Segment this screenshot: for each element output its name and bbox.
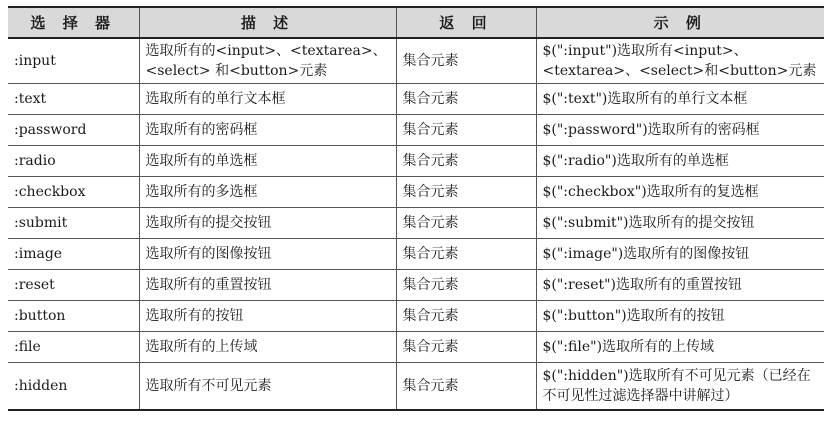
selector-cell: :file [8,332,139,363]
header-selector: 选 择 器 [8,7,139,38]
selector-cell: :checkbox [8,177,139,208]
selector-table-container [8,6,824,411]
example-cell: $(":reset")选取所有的重置按钮 [536,270,824,301]
description-cell: 选取所有的图像按钮 [139,239,396,270]
table-row [8,332,824,363]
form-selector-table [8,6,824,411]
example-cell: $(":radio")选取所有的单选框 [536,146,824,177]
example-cell: $(":text")选取所有的单行文本框 [536,84,824,115]
table-row [8,363,824,411]
description-cell: 选取所有的单选框 [139,146,396,177]
example-cell: $(":submit")选取所有的提交按钮 [536,208,824,239]
table-header-row [8,7,824,38]
returns-cell: 集合元素 [396,270,536,301]
header-description: 描 述 [139,7,396,38]
table-row [8,146,824,177]
returns-cell: 集合元素 [396,38,536,84]
description-cell: 选取所有的提交按钮 [139,208,396,239]
header-example: 示 例 [536,7,824,38]
selector-cell: :password [8,115,139,146]
returns-cell: 集合元素 [396,177,536,208]
table-row [8,301,824,332]
description-cell: 选取所有不可见元素 [139,363,396,411]
description-cell: 选取所有的重置按钮 [139,270,396,301]
returns-cell: 集合元素 [396,332,536,363]
returns-cell: 集合元素 [396,301,536,332]
selector-cell: :text [8,84,139,115]
example-cell: $(":checkbox")选取所有的复选框 [536,177,824,208]
table-row [8,38,824,84]
selector-cell: :reset [8,270,139,301]
returns-cell: 集合元素 [396,146,536,177]
selector-cell: :input [8,38,139,84]
description-cell: 选取所有的单行文本框 [139,84,396,115]
selector-cell: :radio [8,146,139,177]
description-cell: 选取所有的按钮 [139,301,396,332]
description-cell: 选取所有的上传域 [139,332,396,363]
returns-cell: 集合元素 [396,84,536,115]
selector-cell: :hidden [8,363,139,411]
example-cell: $(":hidden")选取所有不可见元素（已经在不可见性过滤选择器中讲解过） [536,363,824,411]
example-cell: $(":input")选取所有<input>、<textarea>、<select>和<button>元素 [536,38,824,84]
example-cell: $(":button")选取所有的按钮 [536,301,824,332]
table-row [8,208,824,239]
table-row [8,239,824,270]
table-row [8,270,824,301]
header-returns: 返 回 [396,7,536,38]
example-cell: $(":password")选取所有的密码框 [536,115,824,146]
returns-cell: 集合元素 [396,363,536,411]
returns-cell: 集合元素 [396,208,536,239]
description-cell: 选取所有的<input>、<textarea>、<select> 和<button>元素 [139,38,396,84]
table-row [8,177,824,208]
table-row [8,115,824,146]
example-cell: $(":file")选取所有的上传域 [536,332,824,363]
table-row [8,84,824,115]
selector-cell: :image [8,239,139,270]
returns-cell: 集合元素 [396,115,536,146]
returns-cell: 集合元素 [396,239,536,270]
description-cell: 选取所有的多选框 [139,177,396,208]
description-cell: 选取所有的密码框 [139,115,396,146]
example-cell: $(":image")选取所有的图像按钮 [536,239,824,270]
selector-cell: :button [8,301,139,332]
selector-cell: :submit [8,208,139,239]
